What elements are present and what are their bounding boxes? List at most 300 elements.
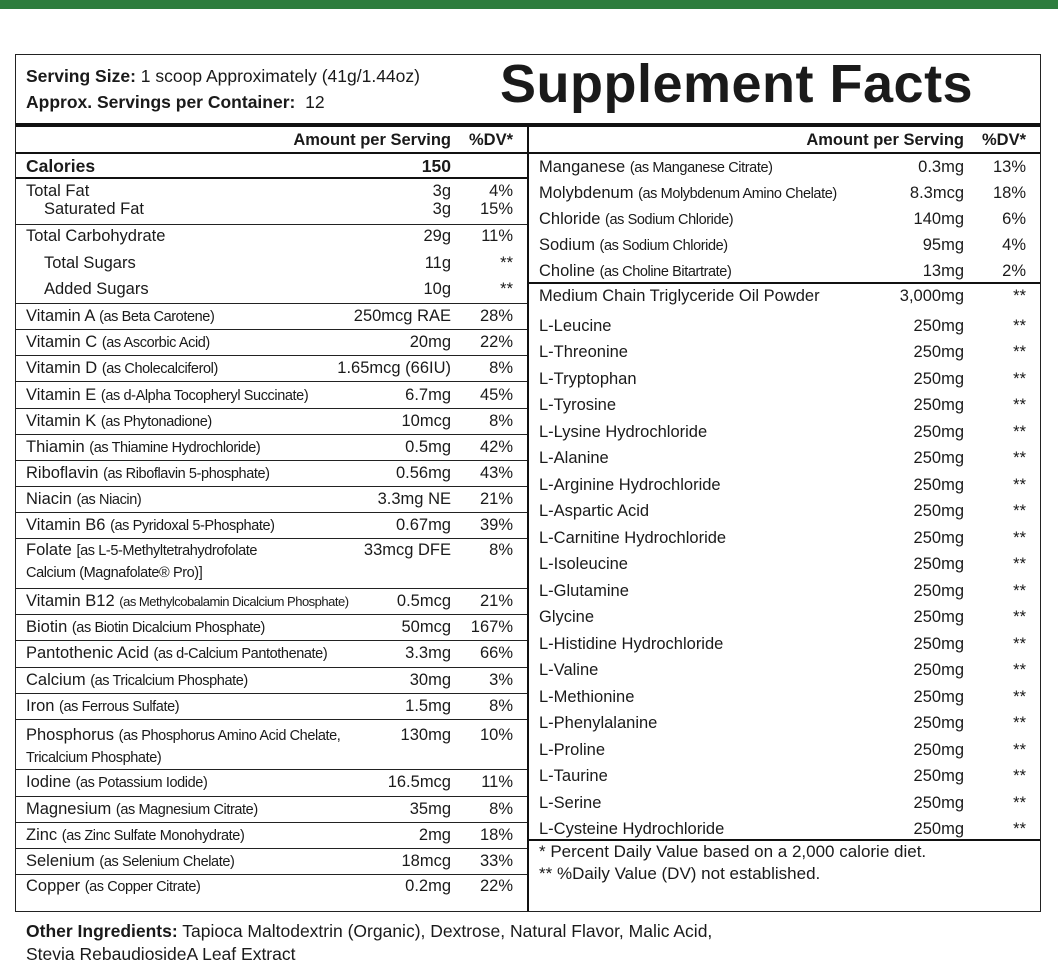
nutrient-row [529, 311, 1040, 338]
nutrient-row [529, 337, 1040, 364]
daily-value: 2% [1002, 262, 1026, 280]
nutrient-source: (as Pyridoxal 5-Phosphate) [110, 518, 275, 534]
nutrient-name: L-Valine [539, 661, 599, 679]
nutrient-name-cell [26, 333, 210, 352]
nutrient-name: L-Aspartic Acid [539, 502, 650, 520]
daily-value: ** [1013, 767, 1026, 785]
nutrient-name-cell [539, 158, 773, 177]
amount-per-serving: 29g [423, 227, 451, 245]
nutrient-name: Total Fat [26, 182, 90, 200]
daily-value: 66% [479, 644, 513, 662]
amount-per-serving: 250mg [913, 502, 964, 520]
amount-per-serving: 1.65mcg (66IU) [337, 359, 451, 377]
top-accent-bar [0, 0, 1058, 9]
nutrient-name-cell [26, 671, 248, 690]
nutrient-row [529, 180, 1040, 206]
amount-per-serving-header: Amount per Serving [806, 131, 964, 149]
nutrient-row [529, 735, 1040, 762]
nutrient-row [16, 770, 527, 797]
nutrient-source: (as Choline Bitartrate) [599, 264, 732, 280]
nutrient-name-cell [539, 608, 594, 627]
daily-value: ** [1013, 687, 1026, 706]
right-nutrient-list [529, 154, 1040, 841]
serving-size-label: Serving Size: [26, 66, 136, 86]
daily-value: ** [1013, 343, 1026, 361]
nutrient-row [16, 461, 527, 487]
nutrient-row [16, 356, 527, 382]
nutrient-source: (as Magnesium Citrate) [115, 802, 258, 818]
nutrient-row [529, 470, 1040, 497]
daily-value: ** [1013, 369, 1026, 388]
amount-per-serving: 250mcg RAE [353, 307, 451, 325]
daily-value: ** [1013, 502, 1026, 520]
daily-value: 8% [489, 412, 513, 430]
nutrient-name-cell [26, 726, 340, 745]
amount-per-serving: 33mcg DFE [363, 541, 451, 559]
daily-value: ** [1013, 449, 1026, 467]
amount-per-serving: 3g [432, 200, 451, 218]
nutrient-row [16, 225, 527, 252]
nutrient-name: L-Lysine Hydrochloride [539, 422, 708, 441]
nutrient-name: Added Sugars [44, 280, 149, 298]
daily-value: ** [1013, 528, 1026, 547]
nutrient-name: Saturated Fat [44, 200, 144, 218]
amount-per-serving: 3,000mg [899, 287, 964, 305]
amount-per-serving: 250mg [913, 449, 964, 467]
nutrient-name: L-Tyrosine [539, 396, 617, 414]
daily-value: ** [1013, 581, 1026, 600]
nutrient-name: Thiamin [26, 438, 85, 456]
nutrient-name: Choline [539, 262, 595, 280]
nutrient-name: Vitamin B12 [26, 592, 115, 610]
daily-value: 4% [489, 182, 513, 200]
nutrient-row [16, 487, 527, 513]
nutrient-name-cell [539, 714, 657, 733]
nutrient-row [529, 629, 1040, 656]
nutrient-source: (as Zinc Sulfate Monohydrate) [61, 828, 245, 844]
amount-per-serving: 250mg [913, 555, 964, 573]
nutrient-name-cell [539, 635, 723, 654]
nutrient-name-cell [44, 254, 136, 273]
daily-value: 6% [1002, 210, 1026, 228]
nutrient-name: L-Taurine [539, 767, 608, 785]
nutrient-name-cell [26, 592, 349, 611]
nutrient-name: Biotin [26, 618, 68, 636]
nutrient-name: L-Carnitine Hydrochloride [539, 528, 727, 547]
daily-value: 22% [479, 333, 513, 351]
nutrient-source: (as Ferrous Sulfate) [59, 699, 180, 715]
nutrient-name: L-Tryptophan [539, 369, 637, 388]
amount-per-serving: 250mg [913, 767, 964, 785]
other-ingredients [26, 920, 712, 966]
amount-per-serving: 250mg [913, 661, 964, 679]
amount-per-serving: 250mg [913, 422, 964, 441]
nutrient-name: L-Leucine [539, 316, 612, 335]
amount-per-serving: 3.3mg [405, 644, 451, 662]
daily-value: 39% [479, 516, 513, 534]
amount-per-serving: 250mg [913, 475, 964, 494]
daily-value: ** [1013, 793, 1026, 812]
nutrient-row [529, 364, 1040, 391]
daily-value: ** [1013, 820, 1026, 838]
nutrient-name: L-Proline [539, 740, 606, 759]
amount-per-serving: 250mg [913, 581, 964, 600]
serving-info [26, 63, 420, 115]
nutrient-name: L-Arginine Hydrochloride [539, 475, 721, 494]
daily-value: ** [1013, 422, 1026, 441]
daily-value: 8% [489, 800, 513, 818]
daily-value: ** [500, 280, 513, 298]
amount-per-serving: 18mcg [401, 852, 451, 870]
daily-value: 11% [481, 773, 513, 791]
nutrient-row [529, 206, 1040, 232]
nutrient-name: Folate [26, 541, 72, 559]
nutrient-name: Total Sugars [44, 254, 136, 272]
nutrient-row [529, 443, 1040, 470]
daily-value: ** [1013, 555, 1026, 573]
nutrient-name: Pantothenic Acid [26, 644, 149, 662]
footnotes [539, 841, 926, 885]
nutrient-name-cell [26, 359, 218, 378]
nutrient-name-cell [539, 529, 726, 548]
amount-per-serving: 250mg [913, 343, 964, 361]
daily-value: ** [1013, 287, 1026, 305]
nutrient-name-cell [539, 476, 721, 495]
nutrient-row [529, 284, 1040, 311]
nutrient-source: (as Sodium Chloride) [599, 238, 728, 254]
nutrient-name-cell [26, 227, 165, 246]
nutrient-name-cell [26, 852, 234, 871]
nutrient-row [529, 814, 1040, 841]
amount-per-serving: 8.3mcg [909, 184, 964, 202]
amount-per-serving: 0.56mg [395, 464, 451, 482]
amount-per-serving: 250mg [913, 793, 964, 812]
nutrient-name-cell [26, 541, 257, 560]
nutrient-row [529, 496, 1040, 523]
daily-value: ** [1013, 661, 1026, 679]
amount-per-serving: 150 [421, 156, 451, 176]
nutrient-source: (as Thiamine Hydrochloride) [89, 440, 261, 456]
nutrient-name: Vitamin A [26, 307, 95, 325]
nutrient-name-cell [26, 516, 275, 535]
daily-value: ** [1013, 740, 1026, 759]
amount-per-serving: 3g [432, 182, 451, 200]
nutrient-row [529, 602, 1040, 629]
nutrient-row [16, 278, 527, 304]
nutrient-source: (as Biotin Dicalcium Phosphate) [71, 620, 265, 636]
nutrient-name-cell [539, 582, 629, 601]
nutrient-name: Sodium [539, 236, 595, 254]
nutrient-name-cell [539, 794, 601, 813]
nutrient-source: (as Molybdenum Amino Chelate) [638, 186, 837, 202]
amount-per-serving: 3.3mg NE [377, 490, 451, 508]
nutrient-name-cell [539, 236, 728, 255]
panel-header [16, 55, 1040, 123]
nutrient-name: Riboflavin [26, 464, 99, 482]
nutrient-source: [as L-5-Methyltetrahydrofolate [76, 543, 258, 559]
daily-value: 18% [992, 184, 1026, 202]
daily-value: ** [500, 254, 513, 272]
nutrient-row [16, 668, 527, 694]
other-ingredients-line-2: Stevia RebaudiosideA Leaf Extract [26, 944, 296, 964]
amount-per-serving: 20mg [409, 333, 451, 351]
daily-value: 8% [489, 541, 513, 559]
nutrient-row [16, 797, 527, 823]
nutrient-source: (as Niacin) [76, 492, 142, 508]
nutrient-name-cell [539, 820, 724, 839]
nutrient-row [16, 435, 527, 461]
amount-per-serving: 250mg [913, 608, 964, 626]
nutrient-row [16, 615, 527, 641]
nutrient-source: (as Methylcobalamin Dicalcium Phosphate) [119, 594, 349, 609]
nutrient-name: L-Serine [539, 793, 602, 812]
nutrient-row [16, 513, 527, 539]
daily-value: 22% [479, 877, 513, 895]
amount-per-serving: 250mg [913, 528, 964, 547]
nutrient-name-cell [539, 688, 634, 707]
panel-title: Supplement Facts [500, 54, 974, 114]
nutrient-name: Copper [26, 877, 81, 895]
nutrient-name: L-Histidine Hydrochloride [539, 634, 724, 653]
nutrient-row [529, 708, 1040, 735]
daily-value: 21% [479, 490, 513, 508]
daily-value: 8% [489, 359, 513, 377]
daily-value: 18% [479, 826, 513, 844]
nutrient-name-cell [44, 200, 144, 219]
left-column-header [16, 127, 527, 154]
amount-per-serving-header: Amount per Serving [293, 131, 451, 149]
nutrient-name-cell [26, 412, 212, 431]
nutrient-name-cell [539, 767, 608, 786]
dv-footnote: * Percent Daily Value based on a 2,000 calorie diet. [539, 842, 927, 861]
nutrient-name: Vitamin B6 [26, 516, 106, 534]
supplement-facts-panel [15, 54, 1041, 912]
amount-per-serving: 0.5mg [405, 438, 451, 456]
daily-value: ** [1013, 396, 1026, 414]
dv-header: %DV* [468, 131, 513, 149]
daily-value: 28% [479, 307, 513, 325]
nutrient-row [16, 823, 527, 849]
servings-value: 12 [305, 92, 325, 112]
amount-per-serving: 250mg [913, 634, 964, 653]
daily-value: 43% [479, 464, 513, 482]
nutrient-name-cell [44, 280, 149, 299]
amount-per-serving: 13mg [922, 262, 964, 280]
nutrient-name: L-Methionine [539, 687, 635, 706]
nutrient-name-cell [539, 210, 733, 229]
nutrient-row [16, 849, 527, 875]
nutrient-source: (as Manganese Citrate) [629, 160, 773, 176]
nutrient-name: L-Phenylalanine [539, 714, 658, 732]
nutrient-name: Total Carbohydrate [26, 227, 166, 245]
servings-label: Approx. Servings per Container: [26, 92, 296, 112]
amount-per-serving: 250mg [913, 820, 964, 838]
nutrient-name-cell [26, 156, 95, 177]
nutrient-name: L-Alanine [539, 449, 609, 467]
nutrient-name-cell [26, 877, 200, 896]
nutrient-row [16, 409, 527, 435]
amount-per-serving: 1.5mg [405, 697, 451, 715]
daily-value: ** [1013, 634, 1026, 653]
nutrient-source-continued: Calcium (Magnafolate® Pro)] [26, 565, 203, 581]
not-established-footnote: ** %Daily Value (DV) not established. [539, 864, 821, 883]
nutrient-name-cell [539, 343, 628, 362]
nutrient-row [16, 720, 527, 770]
serving-size-value: 1 scoop Approximately (41g/1.44oz) [140, 66, 420, 86]
nutrient-name: Zinc [26, 826, 58, 844]
nutrient-name-cell [26, 618, 265, 637]
daily-value: 15% [479, 200, 513, 218]
nutrient-name: L-Threonine [539, 343, 628, 361]
nutrient-row [16, 304, 527, 330]
nutrient-name-cell [26, 490, 141, 509]
right-column-header [529, 127, 1040, 154]
amount-per-serving: 250mg [913, 740, 964, 759]
amount-per-serving: 6.7mg [405, 386, 451, 404]
nutrient-name-cell [26, 182, 89, 201]
nutrient-source-continued: Tricalcium Phosphate) [26, 750, 162, 766]
amount-per-serving: 35mg [409, 800, 451, 818]
amount-per-serving: 95mg [922, 236, 964, 254]
nutrient-row [529, 523, 1040, 550]
nutrient-source: (as d-Alpha Tocopheryl Succinate) [100, 388, 309, 404]
nutrient-name-cell [539, 317, 611, 336]
nutrient-name: L-Cysteine Hydrochloride [539, 820, 725, 838]
amount-per-serving: 0.2mg [405, 877, 451, 895]
nutrient-source: (as Phosphorus Amino Acid Chelate, [118, 728, 341, 744]
nutrient-source: (as Selenium Chelate) [99, 854, 235, 870]
nutrient-row [529, 549, 1040, 576]
nutrient-source: (as Riboflavin 5-phosphate) [103, 466, 270, 482]
nutrient-row [16, 875, 527, 900]
nutrient-name: Selenium [26, 852, 95, 870]
nutrient-row [16, 200, 527, 225]
daily-value: 33% [479, 852, 513, 870]
nutrient-row [16, 179, 527, 200]
nutrient-name: Vitamin D [26, 359, 98, 377]
nutrient-name-cell [539, 502, 649, 521]
nutrient-name: Phosphorus [26, 726, 115, 744]
amount-per-serving: 250mg [913, 396, 964, 414]
nutrient-name-cell [539, 370, 637, 389]
nutrient-name-cell [26, 464, 270, 483]
nutrient-name-cell [26, 800, 258, 819]
amount-per-serving: 30mg [409, 671, 451, 689]
amount-per-serving: 10mcg [401, 412, 451, 430]
nutrient-name-cell [539, 184, 837, 203]
daily-value: ** [1013, 316, 1026, 335]
nutrient-name: Vitamin K [26, 412, 97, 430]
nutrient-name-cell [539, 741, 605, 760]
nutrient-row [16, 154, 527, 179]
nutrient-name-cell [539, 661, 598, 680]
right-column [529, 127, 1040, 883]
amount-per-serving: 0.5mcg [396, 592, 451, 610]
amount-per-serving: 140mg [913, 210, 964, 228]
daily-value: ** [1013, 608, 1026, 626]
amount-per-serving: 0.67mg [395, 516, 451, 534]
nutrient-row [529, 788, 1040, 815]
nutrient-source: (as Beta Carotene) [99, 309, 215, 325]
nutrient-name-cell [26, 773, 207, 792]
nutrient-row [16, 539, 527, 589]
nutrient-source: (as Copper Citrate) [84, 879, 201, 895]
nutrient-name: Magnesium [26, 800, 112, 818]
daily-value: 8% [489, 697, 513, 715]
nutrient-name: Iodine [26, 773, 71, 791]
daily-value: 13% [992, 158, 1026, 176]
nutrient-name-cell [26, 697, 179, 716]
daily-value: 11% [481, 227, 513, 245]
nutrient-source: (as Sodium Chloride) [605, 212, 734, 228]
nutrient-name: Glycine [539, 608, 595, 626]
amount-per-serving: 130mg [400, 726, 451, 744]
left-nutrient-list [16, 154, 527, 900]
daily-value: ** [1013, 475, 1026, 494]
nutrient-name-cell [539, 262, 731, 281]
amount-per-serving: 2mg [418, 826, 451, 844]
serving-size-line [26, 63, 420, 89]
other-ingredients-line-1: Tapioca Maltodextrin (Organic), Dextrose, Natural Flavor, Malic Acid, [182, 921, 713, 941]
nutrient-name: L-Glutamine [539, 581, 629, 600]
daily-value: ** [1013, 714, 1026, 732]
nutrient-name: Molybdenum [539, 184, 634, 202]
nutrient-name: Calcium [26, 671, 86, 689]
daily-value: 3% [489, 671, 513, 689]
amount-per-serving: 50mcg [401, 618, 451, 636]
amount-per-serving: 250mg [913, 369, 964, 388]
nutrient-name-cell [539, 423, 707, 442]
nutrient-row [16, 694, 527, 720]
nutrient-name-cell [539, 449, 609, 468]
nutrient-row [16, 252, 527, 278]
amount-per-serving: 250mg [913, 316, 964, 335]
nutrient-source: (as Ascorbic Acid) [101, 335, 210, 351]
nutrient-row [16, 330, 527, 356]
nutrient-name-cell [26, 307, 214, 326]
nutrient-name: Manganese [539, 158, 626, 176]
amount-per-serving: 250mg [913, 687, 964, 706]
nutrient-source: (as Phytonadione) [100, 414, 212, 430]
nutrient-source: (as Cholecalciferol) [101, 361, 218, 377]
amount-per-serving: 11g [424, 254, 451, 272]
servings-per-container-line [26, 89, 420, 115]
nutrient-row [529, 390, 1040, 417]
nutrient-name: Niacin [26, 490, 72, 508]
daily-value: 21% [479, 592, 513, 610]
nutrient-name: Calories [26, 156, 96, 176]
nutrient-source: (as Tricalcium Phosphate) [90, 673, 248, 689]
nutrient-row [529, 232, 1040, 258]
nutrient-source: (as Potassium Iodide) [75, 775, 208, 791]
nutrient-name-cell [26, 826, 244, 845]
nutrient-row [529, 576, 1040, 603]
left-column [16, 127, 527, 900]
daily-value: 4% [1002, 236, 1026, 254]
daily-value: 42% [479, 438, 513, 456]
nutrient-row [16, 641, 527, 668]
daily-value: 10% [479, 726, 513, 744]
nutrient-row [16, 382, 527, 409]
nutrient-name: Vitamin C [26, 333, 98, 351]
nutrient-name-cell [26, 438, 260, 457]
nutrient-row [529, 154, 1040, 180]
nutrient-row [529, 655, 1040, 682]
nutrient-name-cell [539, 396, 616, 415]
nutrient-row [529, 682, 1040, 709]
nutrient-row [529, 761, 1040, 788]
amount-per-serving: 10g [423, 280, 451, 298]
